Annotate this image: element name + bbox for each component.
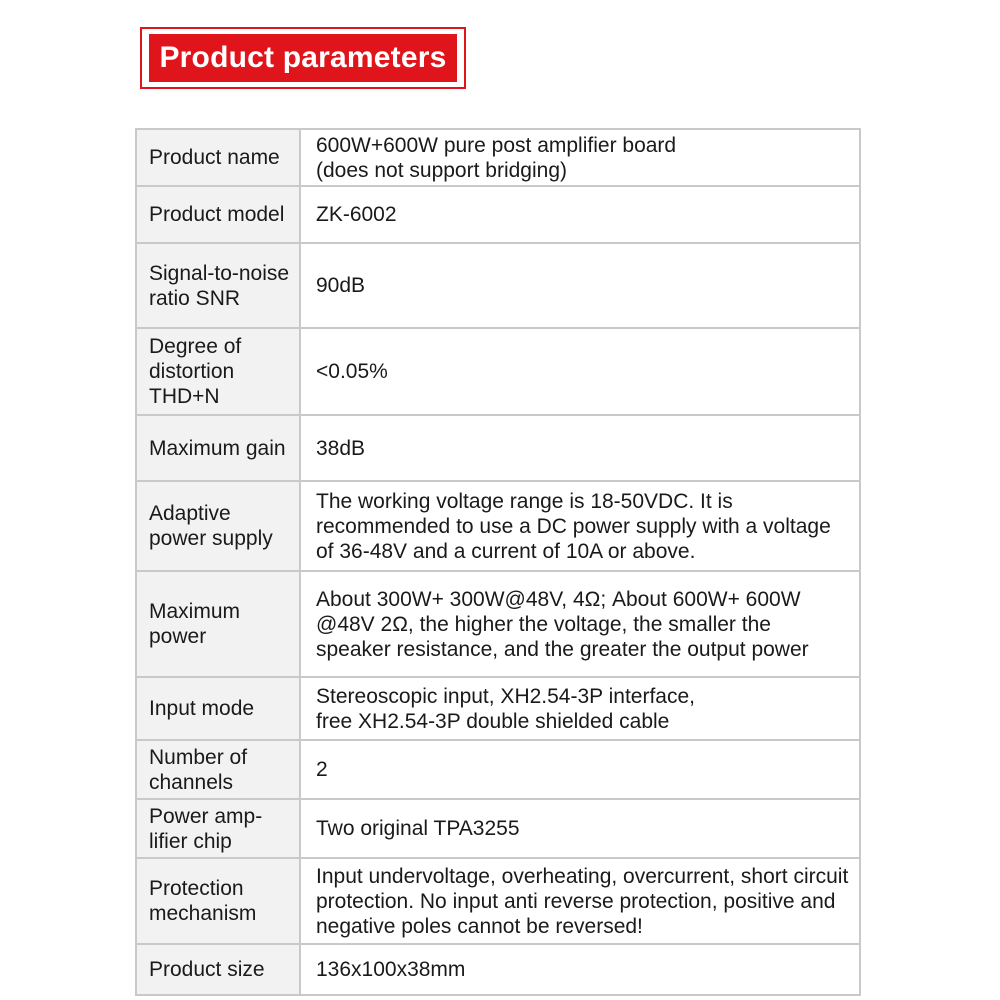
param-label-text: Adaptive power supply xyxy=(149,502,273,550)
param-value xyxy=(300,243,860,328)
param-value xyxy=(300,328,860,415)
param-label xyxy=(136,328,300,415)
table-row xyxy=(136,944,860,995)
parameters-table xyxy=(135,128,861,996)
table-row xyxy=(136,415,860,481)
param-label-text: Protection mechanism xyxy=(149,877,257,925)
param-label xyxy=(136,481,300,571)
table-row xyxy=(136,328,860,415)
param-value-text: <0.05% xyxy=(316,360,388,383)
param-label-text: Signal-to-noise ratio SNR xyxy=(149,261,290,310)
param-label xyxy=(136,944,300,995)
param-value-text: 90dB xyxy=(316,274,366,297)
table-row xyxy=(136,481,860,571)
param-value xyxy=(300,129,860,186)
param-label-text: Degree of distortion THD+N xyxy=(149,335,242,408)
param-label-text: Maximum gain xyxy=(149,436,286,460)
param-value xyxy=(300,481,860,571)
param-value xyxy=(300,186,860,243)
param-label xyxy=(136,799,300,858)
param-label xyxy=(136,740,300,799)
param-value-text: The working voltage range is 18-50VDC. It is recommended to use a DC power supply with a voltage of 36-48V and a current of 10A or above. xyxy=(316,489,831,563)
param-value xyxy=(300,571,860,677)
param-value-text: 136x100x38mm xyxy=(316,958,466,981)
table-row xyxy=(136,677,860,740)
page-title: Product parameters xyxy=(149,34,457,82)
table-row xyxy=(136,740,860,799)
table-row xyxy=(136,799,860,858)
param-label xyxy=(136,243,300,328)
param-label-text: Product size xyxy=(149,958,265,981)
param-label-text: Product model xyxy=(149,203,285,226)
param-label xyxy=(136,186,300,243)
param-label-text: Product name xyxy=(149,146,280,169)
param-value-text: Input undervoltage, overheating, overcurrent, short circuit protection. No input anti reverse protection, positive and negative poles cannot be reversed! xyxy=(316,864,849,938)
param-value-text: Stereoscopic input, XH2.54-3P interface, free XH2.54-3P double shielded cable xyxy=(316,684,695,733)
param-label-text: Input mode xyxy=(149,697,255,720)
param-value xyxy=(300,677,860,740)
param-label-text: Number of channels xyxy=(149,745,248,794)
param-label xyxy=(136,129,300,186)
param-value-text: 38dB xyxy=(316,436,366,460)
param-label xyxy=(136,571,300,677)
param-value xyxy=(300,740,860,799)
table-row xyxy=(136,129,860,186)
table-row xyxy=(136,571,860,677)
title-frame xyxy=(140,27,466,89)
param-value-text: Two original TPA3255 xyxy=(316,817,520,840)
param-value xyxy=(300,415,860,481)
param-value-text: ZK-6002 xyxy=(316,203,397,226)
table-row xyxy=(136,858,860,944)
param-label xyxy=(136,677,300,740)
param-value-text: 600W+600W pure post amplifier board (does not support bridging) xyxy=(316,133,677,182)
table-row xyxy=(136,243,860,328)
param-label xyxy=(136,858,300,944)
param-value xyxy=(300,858,860,944)
param-value xyxy=(300,944,860,995)
param-label xyxy=(136,415,300,481)
param-label-text: Maximum power xyxy=(149,600,241,648)
param-label-text: Power amp-lifier chip xyxy=(149,804,263,853)
param-value-text: About 300W+ 300W@48V, 4Ω; About 600W+ 600W @48V 2Ω, the higher the voltage, the smaller the speaker resistance, and the greater the output power xyxy=(316,587,809,661)
param-value-text: 2 xyxy=(316,758,328,781)
table-row xyxy=(136,186,860,243)
param-value xyxy=(300,799,860,858)
